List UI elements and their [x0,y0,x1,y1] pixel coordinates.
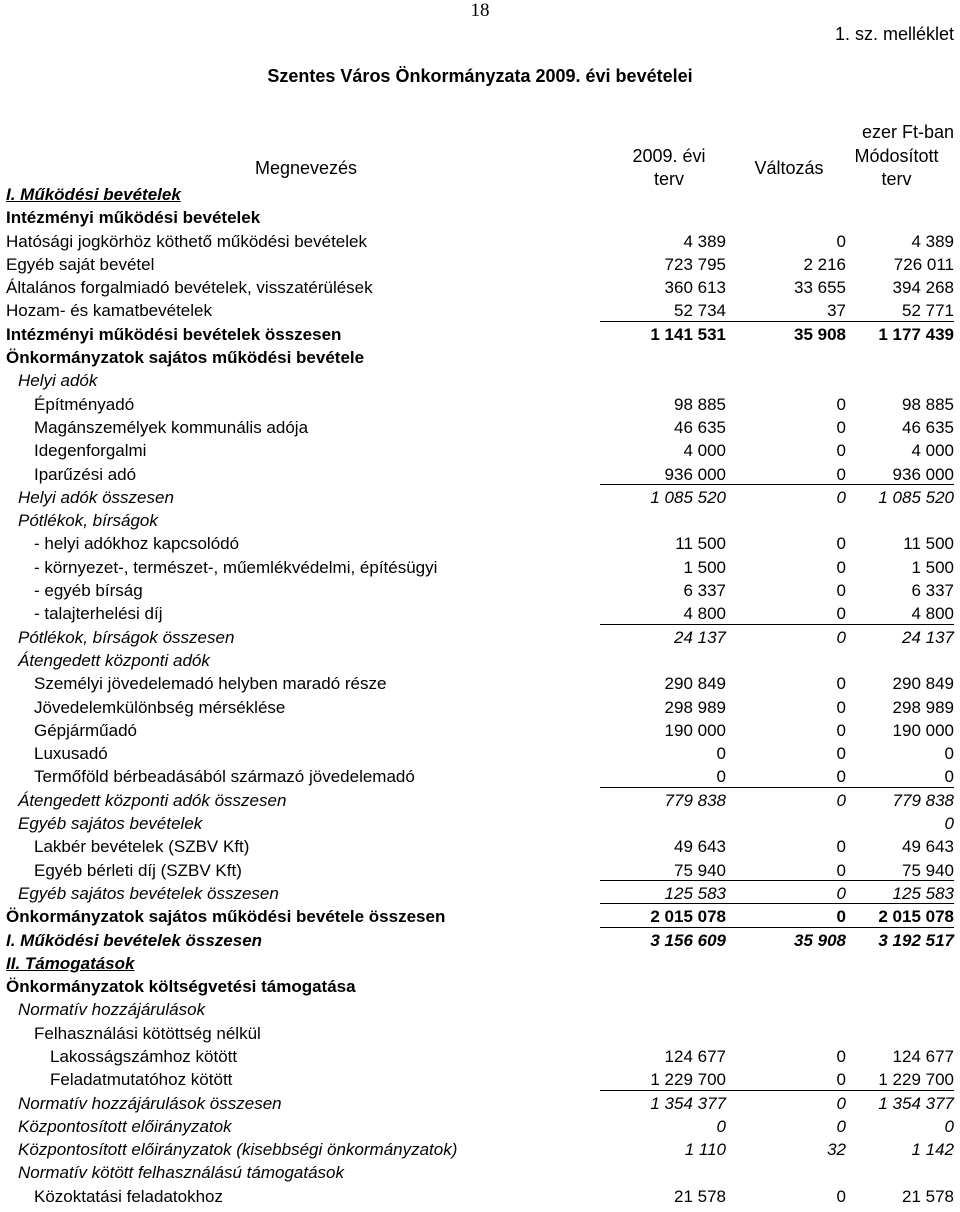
table-row [0,462,960,485]
table-row [0,671,960,694]
table-row [0,182,960,205]
row-label: Lakbér bevételek (SZBV Kft) [34,837,250,857]
change-value: 0 [836,627,846,647]
table-row [0,1067,960,1090]
row-label: Lakosságszámhoz kötött [50,1046,238,1066]
row-label: Intézményi működési bevételek összesen [6,324,342,344]
modified-value: 190 000 [892,720,954,740]
row-label: - talajterhelési díj [34,604,163,624]
change-value: 0 [836,907,846,927]
modified-value: 46 635 [902,417,954,437]
plan-value: 1 229 700 [650,1070,726,1090]
column-header-change: Változás [754,158,824,178]
change-value: 0 [836,883,846,903]
table-row [0,1137,960,1160]
plan-value: 4 000 [683,441,726,461]
row-label: Luxusadó [34,744,108,764]
modified-value: 726 011 [893,254,954,274]
change-value: 0 [836,860,846,880]
change-value: 0 [836,417,846,437]
modified-value: 125 583 [892,883,954,903]
row-label: Iparűzési adó [34,464,137,484]
change-value: 35 908 [794,930,846,950]
row-label: Átengedett központi adók összesen [18,790,287,810]
change-value: 0 [836,464,846,484]
table-row [0,368,960,391]
modified-value: 98 885 [902,394,954,414]
row-label: II. Támogatások [6,953,135,973]
row-label: I. Működési bevételek [6,185,181,204]
table-row [0,904,960,927]
table-row [0,1114,960,1137]
plan-value: 1 354 377 [650,1093,726,1113]
change-value: 0 [836,1070,846,1090]
plan-value: 24 137 [674,627,726,647]
plan-value: 11 500 [675,534,726,554]
modified-value: 52 771 [902,301,954,321]
row-label: Idegenforgalmi [34,441,147,461]
row-label: Normatív kötött felhasználású támogatások [18,1163,344,1183]
annex-label: 1. sz. melléklet [834,24,954,44]
table-row [0,205,960,228]
unit-note: ezer Ft-ban [861,122,954,142]
change-value: 32 [827,1140,846,1160]
table-row [0,345,960,368]
modified-value: 0 [944,814,954,834]
plan-value: 0 [716,744,726,764]
plan-value: 1 500 [683,557,726,577]
row-label: Egyéb bérleti díj (SZBV Kft) [34,860,242,880]
table-row [0,788,960,811]
table-row [0,648,960,671]
modified-value: 11 500 [903,534,954,554]
change-value: 0 [836,534,846,554]
change-value: 0 [836,487,846,507]
row-label: - egyéb bírság [34,581,143,601]
table-row [0,718,960,741]
modified-value: 1 085 520 [878,487,954,507]
row-label: Jövedelemkülönbség mérséklése [34,697,286,717]
column-header-plan-line1: 2009. évi [632,146,706,166]
row-label: Intézményi működési bevételek [6,208,261,228]
modified-value: 1 354 377 [878,1093,954,1113]
row-label: Felhasználási kötöttség nélkül [34,1023,261,1043]
row-label: - helyi adókhoz kapcsolódó [34,534,240,554]
plan-value: 0 [716,1116,726,1136]
row-label: Átengedett központi adók [18,650,210,670]
table-row [0,229,960,252]
change-value: 0 [836,767,846,787]
revenue-table [0,182,960,1207]
modified-value: 4 389 [911,231,954,251]
table-row [0,811,960,834]
change-value: 0 [836,394,846,414]
change-value: 0 [836,1116,846,1136]
plan-value: 124 677 [664,1046,726,1066]
plan-value: 6 337 [683,581,726,601]
row-label: - környezet-, természet-, műemlékvédelmi, építésügyi [34,557,438,577]
row-label: Egyéb saját bevétel [6,254,155,274]
table-row [0,625,960,648]
row-label: Magánszemélyek kommunális adója [34,417,309,437]
modified-value: 2 015 078 [878,907,954,927]
modified-value: 4 800 [911,604,954,624]
row-label: Önkormányzatok sajátos működési bevétele összesen [6,907,446,927]
table-row [0,741,960,764]
table-row [0,322,960,345]
change-value: 0 [836,1186,846,1206]
row-label: Termőföld bérbeadásából származó jövedelemadó [34,767,415,787]
table-row [0,1160,960,1183]
change-value: 35 908 [794,324,846,344]
modified-value: 290 849 [892,674,954,694]
row-label: Hatósági jogkörhöz köthető működési bevételek [6,231,367,251]
table-row [0,438,960,461]
page-number: 18 [470,0,490,21]
plan-value: 1 141 531 [650,324,726,344]
change-value: 0 [836,720,846,740]
table-row [0,508,960,531]
modified-value: 4 000 [911,441,954,461]
plan-value: 298 989 [664,697,726,717]
change-value: 0 [836,744,846,764]
plan-value: 290 849 [664,674,726,694]
row-label: Központosított előirányzatok (kisebbségi önkormányzatok) [18,1140,458,1160]
row-label: Helyi adók [18,371,98,391]
change-value: 0 [836,441,846,461]
table-row [0,1021,960,1044]
modified-value: 0 [944,1116,954,1136]
change-value: 0 [836,557,846,577]
change-value: 0 [836,1046,846,1066]
plan-value: 52 734 [674,301,726,321]
table-row [0,858,960,881]
plan-value: 4 389 [683,231,726,251]
row-label: Személyi jövedelemadó helyben maradó része [34,674,387,694]
plan-value: 0 [716,767,726,787]
change-value: 0 [836,674,846,694]
modified-value: 21 578 [902,1186,954,1206]
row-label: Építményadó [34,394,135,414]
table-row [0,974,960,997]
page-title: Szentes Város Önkormányzata 2009. évi bevételei [267,66,693,86]
table-row [0,928,960,951]
column-header-modified-line1: Módosított [854,146,939,166]
plan-value: 936 000 [664,464,726,484]
row-label: Pótlékok, bírságok [18,511,158,531]
table-row [0,1044,960,1067]
modified-value: 6 337 [911,581,954,601]
row-label: Gépjárműadó [34,720,138,740]
plan-value: 1 110 [684,1140,726,1160]
row-label: Hozam- és kamatbevételek [6,301,212,321]
table-row [0,1091,960,1114]
row-label: Normatív hozzájárulások összesen [18,1093,282,1113]
modified-value: 298 989 [892,697,954,717]
row-label: Általános forgalmiadó bevételek, visszatérülések [6,278,373,298]
row-label: Egyéb sajátos bevételek összesen [18,883,279,903]
table-row [0,252,960,275]
row-label: Központosított előirányzatok [18,1116,232,1136]
row-label: I. Működési bevételek összesen [6,930,263,950]
table-row [0,485,960,508]
row-label: Feladatmutatóhoz kötött [50,1070,233,1090]
column-header-name: Megnevezés [255,158,358,178]
plan-value: 4 800 [683,604,726,624]
modified-value: 49 643 [902,837,954,857]
row-label: Helyi adók összesen [18,487,174,507]
plan-value: 46 635 [674,417,726,437]
table-row [0,695,960,718]
column-header-plan-line2: terv [653,169,684,189]
row-label: Pótlékok, bírságok összesen [18,627,235,647]
table-row [0,997,960,1020]
row-label: Önkormányzatok költségvetési támogatása [6,977,356,997]
change-value: 37 [827,301,846,321]
modified-value: 779 838 [892,790,954,810]
modified-value: 1 500 [911,557,954,577]
modified-value: 75 940 [902,860,954,880]
table-row [0,834,960,857]
modified-value: 936 000 [892,464,954,484]
modified-value: 0 [944,744,954,764]
plan-value: 75 940 [674,860,726,880]
modified-value: 0 [944,767,954,787]
row-label: Közoktatási feladatokhoz [34,1186,224,1206]
plan-value: 723 795 [664,254,726,274]
table-row [0,601,960,624]
plan-value: 21 578 [674,1186,726,1206]
modified-value: 24 137 [902,627,954,647]
column-header-modified-line2: terv [881,169,912,189]
table-row [0,275,960,298]
plan-value: 779 838 [664,790,726,810]
change-value: 0 [836,837,846,857]
row-label: Önkormányzatok sajátos működési bevétele [6,348,365,368]
table-row [0,415,960,438]
plan-value: 2 015 078 [650,907,726,927]
plan-value: 49 643 [674,837,726,857]
change-value: 33 655 [794,278,846,298]
table-row [0,531,960,554]
modified-value: 1 142 [911,1140,954,1160]
table-row [0,1184,960,1207]
table-row [0,392,960,415]
change-value: 0 [836,604,846,624]
plan-value: 1 085 520 [650,487,726,507]
table-row [0,578,960,601]
row-label: Normatív hozzájárulások [18,1000,206,1020]
change-value: 0 [836,581,846,601]
table-row [0,881,960,904]
plan-value: 3 156 609 [650,930,726,950]
row-label: Egyéb sajátos bevételek [18,814,203,834]
table-row [0,555,960,578]
change-value: 0 [836,1093,846,1113]
modified-value: 124 677 [892,1046,954,1066]
change-value: 0 [836,231,846,251]
table-row [0,951,960,974]
plan-value: 190 000 [664,720,726,740]
change-value: 0 [836,697,846,717]
modified-value: 394 268 [892,278,954,298]
modified-value: 1 177 439 [878,324,954,344]
table-row [0,764,960,787]
plan-value: 125 583 [664,883,726,903]
change-value: 0 [836,790,846,810]
plan-value: 98 885 [674,394,726,414]
table-row [0,298,960,321]
modified-value: 3 192 517 [878,930,954,950]
change-value: 2 216 [803,254,846,274]
plan-value: 360 613 [664,278,726,298]
modified-value: 1 229 700 [878,1070,954,1090]
